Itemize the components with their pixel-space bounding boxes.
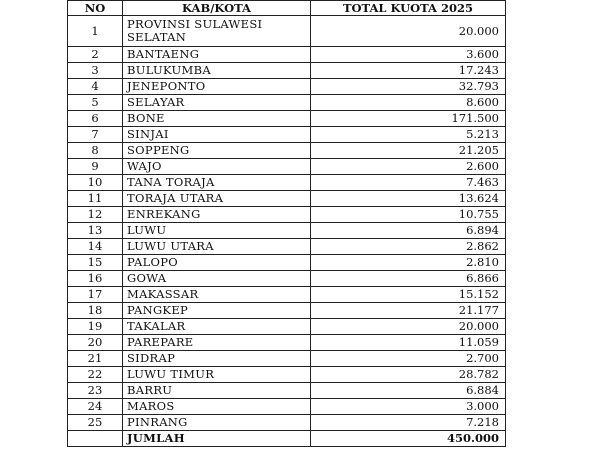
total-row-number-empty: [68, 431, 123, 447]
table-row: [68, 191, 506, 207]
table-total-row: [68, 431, 506, 447]
row-number: 1: [68, 16, 123, 47]
row-region: TORAJA UTARA: [123, 191, 311, 207]
table-row: [68, 223, 506, 239]
row-total: 17.243: [311, 63, 506, 79]
row-number: 23: [68, 383, 123, 399]
row-number: 22: [68, 367, 123, 383]
row-total: 8.600: [311, 95, 506, 111]
row-number: 10: [68, 175, 123, 191]
row-region: WAJO: [123, 159, 311, 175]
table-row: [68, 415, 506, 431]
row-total: 28.782: [311, 367, 506, 383]
row-total: 6.894: [311, 223, 506, 239]
table-row: [68, 143, 506, 159]
row-region: PALOPO: [123, 255, 311, 271]
row-region: GOWA: [123, 271, 311, 287]
row-total: 15.152: [311, 287, 506, 303]
row-total: 6.866: [311, 271, 506, 287]
header-no: NO: [68, 1, 123, 16]
row-total: 5.213: [311, 127, 506, 143]
row-number: 13: [68, 223, 123, 239]
row-number: 12: [68, 207, 123, 223]
table-row: [68, 303, 506, 319]
row-total: 21.205: [311, 143, 506, 159]
row-number: 15: [68, 255, 123, 271]
row-number: 14: [68, 239, 123, 255]
row-region: SINJAI: [123, 127, 311, 143]
row-total: 171.500: [311, 111, 506, 127]
table-row: [68, 63, 506, 79]
quota-table-container: [67, 0, 505, 447]
table-row: [68, 367, 506, 383]
row-total: 6.884: [311, 383, 506, 399]
row-number: 6: [68, 111, 123, 127]
row-region: LUWU UTARA: [123, 239, 311, 255]
row-region: BARRU: [123, 383, 311, 399]
table-row: [68, 16, 506, 47]
row-total: 2.700: [311, 351, 506, 367]
row-number: 19: [68, 319, 123, 335]
row-region: SELAYAR: [123, 95, 311, 111]
table-body: [68, 16, 506, 447]
row-number: 2: [68, 47, 123, 63]
row-number: 16: [68, 271, 123, 287]
row-total: 13.624: [311, 191, 506, 207]
row-total: 2.810: [311, 255, 506, 271]
row-region: JENEPONTO: [123, 79, 311, 95]
table-row: [68, 335, 506, 351]
table-row: [68, 175, 506, 191]
row-number: 7: [68, 127, 123, 143]
row-region: BULUKUMBA: [123, 63, 311, 79]
row-number: 24: [68, 399, 123, 415]
row-region: PINRANG: [123, 415, 311, 431]
table-row: [68, 319, 506, 335]
row-total: 10.755: [311, 207, 506, 223]
table-row: [68, 79, 506, 95]
row-number: 9: [68, 159, 123, 175]
total-value: 450.000: [311, 431, 506, 447]
row-total: 20.000: [311, 319, 506, 335]
row-number: 5: [68, 95, 123, 111]
row-number: 20: [68, 335, 123, 351]
row-region: SOPPENG: [123, 143, 311, 159]
table-header-row: [68, 1, 506, 16]
table-row: [68, 47, 506, 63]
table-row: [68, 127, 506, 143]
row-number: 21: [68, 351, 123, 367]
row-number: 18: [68, 303, 123, 319]
row-region: SIDRAP: [123, 351, 311, 367]
row-region: BONE: [123, 111, 311, 127]
row-total: 7.218: [311, 415, 506, 431]
row-region: ENREKANG: [123, 207, 311, 223]
quota-table: [67, 0, 506, 447]
row-total: 7.463: [311, 175, 506, 191]
table-row: [68, 351, 506, 367]
row-total: 3.600: [311, 47, 506, 63]
row-total: 3.000: [311, 399, 506, 415]
table-row: [68, 207, 506, 223]
table-row: [68, 399, 506, 415]
table-row: [68, 159, 506, 175]
row-total: 2.600: [311, 159, 506, 175]
row-region: TAKALAR: [123, 319, 311, 335]
row-region: PAREPARE: [123, 335, 311, 351]
table-row: [68, 95, 506, 111]
table-row: [68, 111, 506, 127]
row-number: 25: [68, 415, 123, 431]
table-row: [68, 239, 506, 255]
row-number: 4: [68, 79, 123, 95]
row-number: 8: [68, 143, 123, 159]
row-region: PANGKEP: [123, 303, 311, 319]
row-total: 32.793: [311, 79, 506, 95]
total-label: JUMLAH: [123, 431, 311, 447]
table-row: [68, 287, 506, 303]
header-kab-kota: KAB/KOTA: [123, 1, 311, 16]
row-total: 2.862: [311, 239, 506, 255]
table-row: [68, 271, 506, 287]
row-region: MAROS: [123, 399, 311, 415]
row-region: TANA TORAJA: [123, 175, 311, 191]
row-region: LUWU TIMUR: [123, 367, 311, 383]
row-total: 20.000: [311, 16, 506, 47]
row-number: 17: [68, 287, 123, 303]
row-number: 11: [68, 191, 123, 207]
row-region: MAKASSAR: [123, 287, 311, 303]
row-region: LUWU: [123, 223, 311, 239]
row-region: BANTAENG: [123, 47, 311, 63]
header-total-kuota: TOTAL KUOTA 2025: [311, 1, 506, 16]
table-row: [68, 383, 506, 399]
row-total: 11.059: [311, 335, 506, 351]
row-region: PROVINSI SULAWESI SELATAN: [123, 16, 311, 47]
table-row: [68, 255, 506, 271]
row-number: 3: [68, 63, 123, 79]
row-total: 21.177: [311, 303, 506, 319]
